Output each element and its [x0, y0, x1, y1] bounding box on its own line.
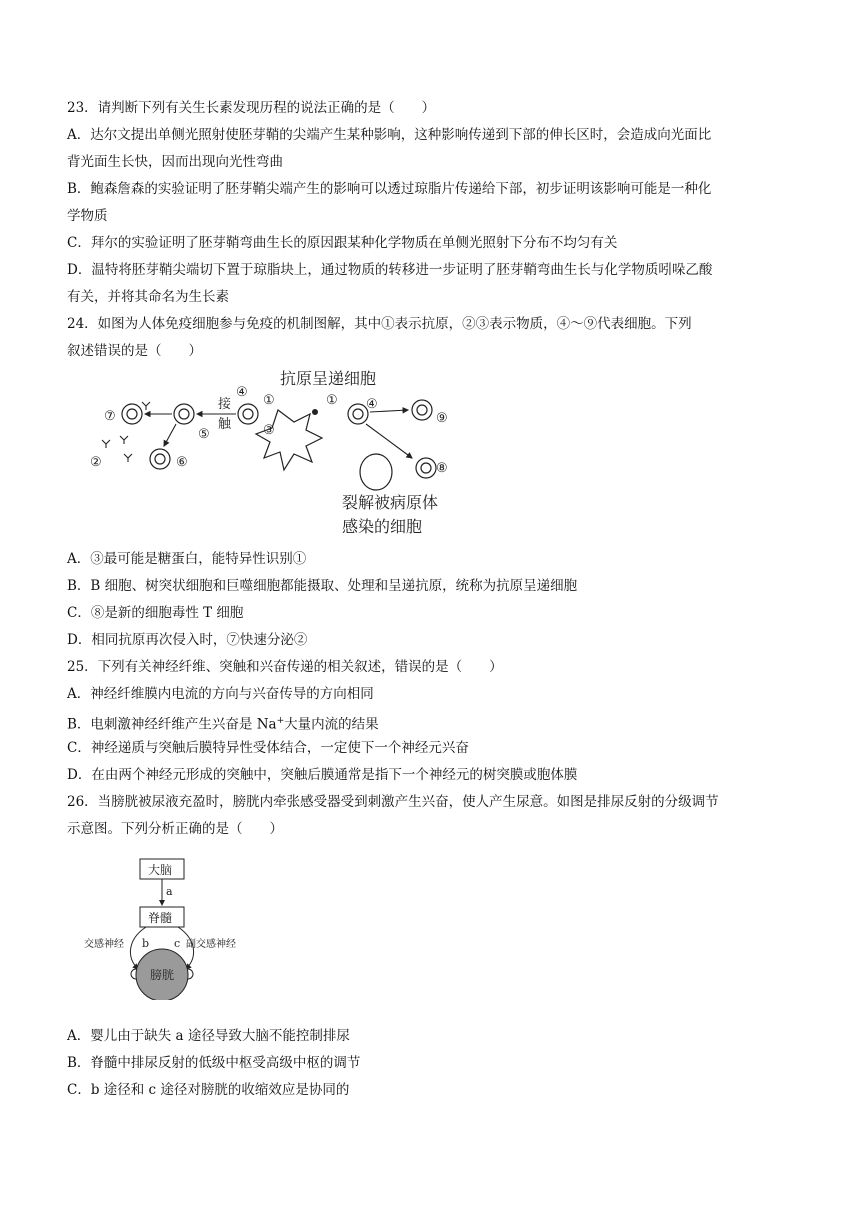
- q24-option-c: C．⑧是新的细胞毒性 T 细胞: [67, 605, 244, 621]
- label-4-right: ④: [366, 397, 378, 412]
- q24-stem-cont: 叙述错误的是（ ）: [67, 343, 202, 359]
- dendritic-cell: [256, 410, 322, 470]
- q25-option-a: A．神经纤维膜内电流的方向与兴奋传导的方向相同: [67, 686, 374, 702]
- q23-option-a: A．达尔文提出单侧光照射使胚芽鞘的尖端产生某种影响，这种影响传递到下部的伸长区时，会造成向光面比: [67, 127, 712, 143]
- infected-cell: [360, 454, 392, 490]
- q24-option-d: D．相同抗原再次侵入时，⑦快速分泌②: [67, 632, 308, 648]
- q25-b-text-end: 大量内流的结果: [284, 716, 379, 733]
- q23-option-c: C．拜尔的实验证明了胚芽鞘弯曲生长的原因跟某种化学物质在单侧光照射下分布不均匀有关: [67, 235, 618, 251]
- label-2: ②: [90, 455, 102, 470]
- q26-stem-cont: 示意图。下列分析正确的是（ ）: [67, 821, 283, 837]
- q26-option-a: A．婴儿由于缺失 a 途径导致大脑不能控制排尿: [67, 1028, 350, 1044]
- spine-label: 脊髓: [148, 911, 173, 925]
- q24-stem: 24．如图为人体免疫细胞参与免疫的机制图解，其中①表示抗原，②③表示物质，④～⑨代表细胞。下列: [67, 316, 692, 332]
- label-8: ⑧: [436, 461, 448, 476]
- contact-label-2: 触: [218, 417, 232, 432]
- q24-option-b: B．B 细胞、树突状细胞和巨噬细胞都能摄取、处理和呈递抗原，统称为抗原呈递细胞: [67, 578, 578, 594]
- contact-label-1: 接: [218, 397, 232, 412]
- q23-option-b-cont: 学物质: [67, 208, 108, 224]
- q24-option-a: A．③最可能是糖蛋白，能特异性识别①: [67, 551, 307, 567]
- label-6: ⑥: [176, 455, 188, 470]
- apc-title: 抗原呈递细胞: [280, 369, 377, 388]
- immune-mechanism-figure: [80, 362, 500, 542]
- q26-option-b: B．脊髓中排尿反射的低级中枢受高级中枢的调节: [67, 1055, 361, 1071]
- q25-stem: 25．下列有关神经纤维、突触和兴奋传递的相关叙述，错误的是（ ）: [67, 659, 503, 675]
- parasympathetic-label: 副交感神经: [186, 939, 236, 950]
- antigen-mark: [312, 409, 318, 415]
- urination-reflex-figure: [80, 855, 280, 1000]
- label-1-left: ①: [263, 393, 275, 408]
- bladder-label: 膀胱: [150, 968, 175, 982]
- q25-option-d: D．在由两个神经元形成的突触中，突触后膜通常是指下一个神经元的树突膜或胞体膜: [67, 767, 578, 783]
- lyse-label-1: 裂解被病原体: [342, 493, 439, 512]
- label-9: ⑨: [436, 411, 448, 426]
- label-4-left: ④: [236, 385, 248, 400]
- label-3: ③: [263, 423, 275, 438]
- brain-label: 大脑: [148, 863, 173, 877]
- path-b-label: b: [142, 937, 150, 950]
- path-a-label: a: [166, 885, 173, 898]
- q23-option-d: D．温特将胚芽鞘尖端切下置于琼脂块上，通过物质的转移进一步证明了胚芽鞘弯曲生长与化学物质吲哚乙酸: [67, 262, 713, 278]
- q23-option-a-cont: 背光面生长快，因而出现向光性弯曲: [67, 154, 283, 170]
- q26-option-c: C．b 途径和 c 途径对膀胱的收缩效应是协同的: [67, 1082, 350, 1098]
- label-5: ⑤: [198, 427, 210, 442]
- q26-stem: 26．当膀胱被尿液充盈时，膀胱内牵张感受器受到刺激产生兴奋，使人产生尿意。如图是排尿反射的分级调节: [67, 794, 719, 810]
- lyse-label-2: 感染的细胞: [342, 517, 423, 536]
- label-1-right: ①: [326, 393, 338, 408]
- q25-b-text: B．电刺激神经纤维产生兴奋是 Na: [67, 716, 277, 733]
- q23-stem: 23．请判断下列有关生长素发现历程的说法正确的是（ ）: [67, 100, 436, 116]
- q25-option-b: [67, 712, 379, 734]
- sympathetic-label: 交感神经: [84, 939, 124, 950]
- label-7: ⑦: [104, 409, 116, 424]
- q25-option-c: C．神经递质与突触后膜特异性受体结合，一定使下一个神经元兴奋: [67, 740, 469, 756]
- q23-option-b: B．鲍森詹森的实验证明了胚芽鞘尖端产生的影响可以透过琼脂片传递给下部，初步证明该影响可能是一种化: [67, 181, 712, 197]
- path-c-label: c: [174, 937, 181, 950]
- q23-option-d-cont: 有关，并将其命名为生长素: [67, 289, 229, 305]
- q25-b-superscript: +: [276, 716, 285, 726]
